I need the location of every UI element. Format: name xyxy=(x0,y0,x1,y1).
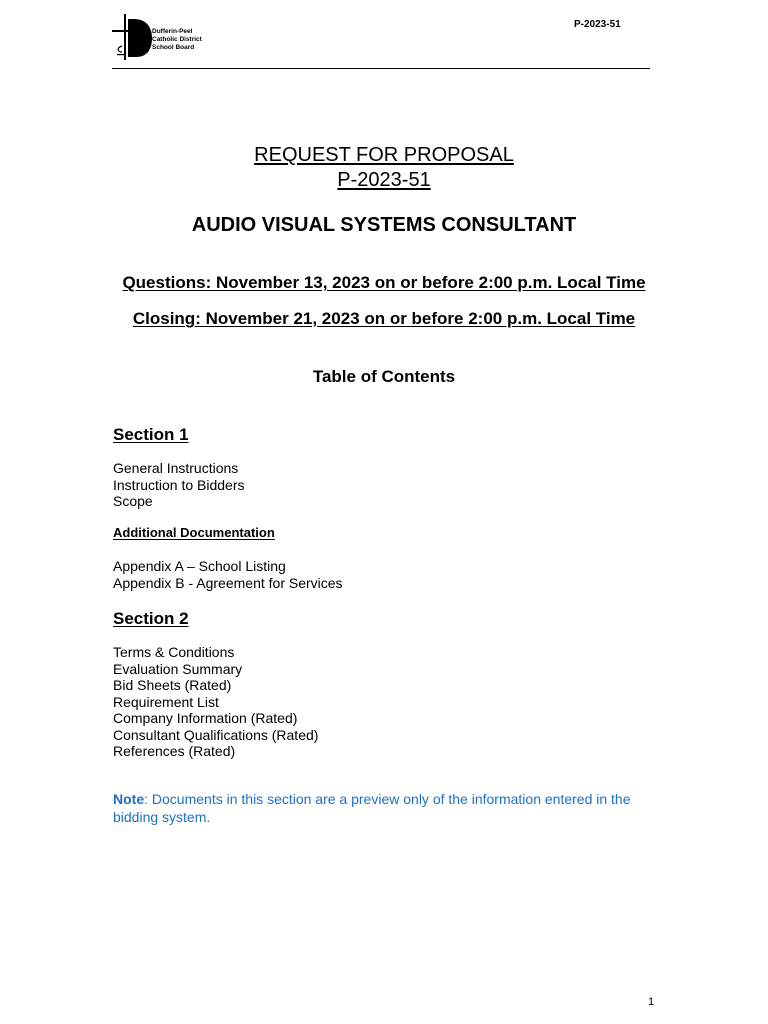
note-label: Note xyxy=(113,791,145,807)
document-number: P-2023-51 xyxy=(574,19,621,30)
title-line-2-text: P-2023-51 xyxy=(337,169,431,191)
list-item: General Instructions xyxy=(113,460,239,476)
title-line-1-text: REQUEST FOR PROPOSAL xyxy=(254,144,514,166)
section-2-list xyxy=(113,644,318,760)
school-board-logo xyxy=(112,14,222,60)
list-item: Appendix B - Agreement for Services xyxy=(113,574,343,591)
list-item: Bid Sheets (Rated) xyxy=(113,677,232,693)
list-item: Company Information (Rated) xyxy=(113,710,298,726)
school-board-logo-icon xyxy=(112,14,156,60)
list-item: Scope xyxy=(113,493,153,509)
section-2-heading xyxy=(113,609,189,629)
note-text: : Documents in this section are a preview only of the information entered in the bidding system. xyxy=(113,791,631,825)
list-item: Requirement List xyxy=(113,693,219,710)
header-divider xyxy=(112,68,650,69)
questions-deadline xyxy=(0,273,768,293)
additional-documentation-heading-text: Additional Documentation xyxy=(113,525,275,540)
section-2-heading-text: Section 2 xyxy=(113,609,189,628)
logo-line: Catholic District xyxy=(152,36,202,43)
closing-deadline xyxy=(0,309,768,329)
list-item: References (Rated) xyxy=(113,743,236,759)
additional-documentation-list xyxy=(113,558,343,591)
page-number: 1 xyxy=(648,996,655,1008)
list-item: Consultant Qualifications (Rated) xyxy=(113,726,319,743)
title-line-3: AUDIO VISUAL SYSTEMS CONSULTANT xyxy=(191,214,577,236)
section-1-heading xyxy=(113,425,189,445)
logo-line: Dufferin-Peel xyxy=(152,28,193,35)
list-item: Evaluation Summary xyxy=(113,660,243,677)
list-item: Terms & Conditions xyxy=(113,644,235,660)
questions-deadline-text: Questions: November 13, 2023 on or before 2:00 p.m. Local Time xyxy=(122,273,646,292)
section-1-heading-text: Section 1 xyxy=(113,425,189,444)
title-line-2 xyxy=(0,169,768,192)
preview-note xyxy=(113,790,653,826)
logo-line: School Board xyxy=(152,44,195,51)
list-item: Appendix A – School Listing xyxy=(113,558,286,574)
list-item: Instruction to Bidders xyxy=(113,476,245,493)
toc-heading: Table of Contents xyxy=(312,367,456,386)
additional-documentation-heading xyxy=(113,525,275,540)
section-1-list xyxy=(113,460,245,510)
logo-text xyxy=(152,28,202,52)
closing-deadline-text: Closing: November 21, 2023 on or before 2:00 p.m. Local Time xyxy=(132,309,636,328)
title-line-1 xyxy=(0,144,768,167)
